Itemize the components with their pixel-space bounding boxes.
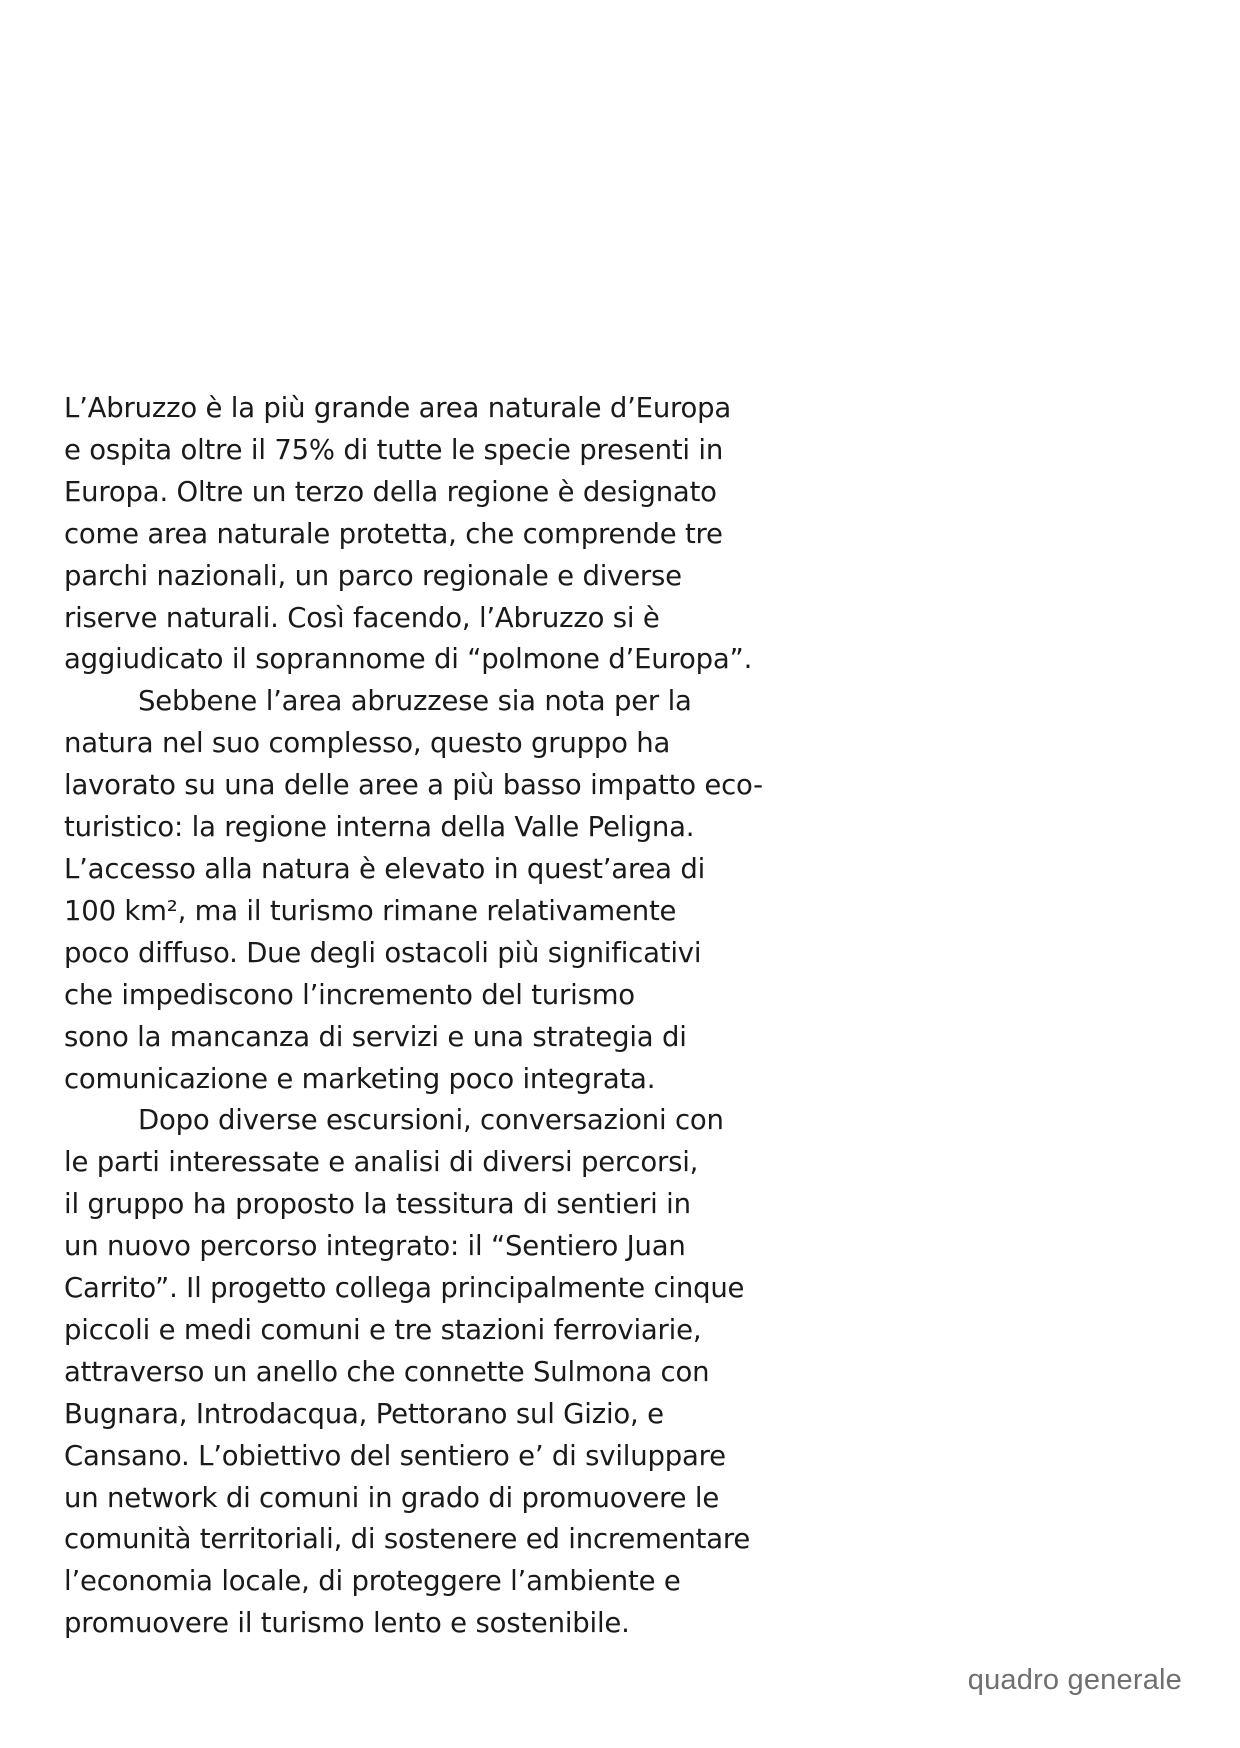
text-line: piccoli e medi comuni e tre stazioni ferroviarie, bbox=[64, 1313, 702, 1346]
text-line: Carrito”. Il progetto collega principalmente cinque bbox=[64, 1272, 745, 1305]
text-line: Bugnara, Introdacqua, Pettorano sul Gizio, e bbox=[64, 1397, 664, 1430]
text-line: lavorato su una delle aree a più basso impatto eco- bbox=[64, 769, 763, 802]
text-line: Sebbene l’area abruzzese sia nota per la bbox=[138, 685, 692, 718]
paragraph bbox=[64, 388, 824, 681]
text-line: comunicazione e marketing poco integrata. bbox=[64, 1062, 656, 1095]
text-line: poco diffuso. Due degli ostacoli più significativi bbox=[64, 936, 702, 969]
text-line: attraverso un anello che connette Sulmona con bbox=[64, 1355, 710, 1388]
text-line: un nuovo percorso integrato: il “Sentiero Juan bbox=[64, 1230, 686, 1263]
text-line: il gruppo ha proposto la tessitura di sentieri in bbox=[64, 1188, 691, 1221]
body-text bbox=[64, 388, 824, 1645]
text-line: natura nel suo complesso, questo gruppo ha bbox=[64, 727, 671, 760]
text-line: 100 km², ma il turismo rimane relativamente bbox=[64, 894, 677, 927]
text-line: che impediscono l’incremento del turismo bbox=[64, 978, 635, 1011]
text-line: riserve naturali. Così facendo, l’Abruzzo si è bbox=[64, 601, 660, 634]
section-footer-label: quadro generale bbox=[967, 1664, 1182, 1696]
text-line: sono la mancanza di servizi e una strategia di bbox=[64, 1020, 687, 1053]
text-line: un network di comuni in grado di promuovere le bbox=[64, 1481, 720, 1514]
text-line: promuovere il turismo lento e sostenibile. bbox=[64, 1607, 630, 1640]
text-line: turistico: la regione interna della Valle Peligna. bbox=[64, 811, 695, 844]
text-line: aggiudicato il soprannome di “polmone d’Europa”. bbox=[64, 643, 753, 676]
paragraph bbox=[64, 681, 824, 1100]
text-line: Europa. Oltre un terzo della regione è designato bbox=[64, 475, 717, 508]
text-line: l’economia locale, di proteggere l’ambiente e bbox=[64, 1565, 681, 1598]
text-line: e ospita oltre il 75% di tutte le specie presenti in bbox=[64, 433, 724, 466]
text-line: comunità territoriali, di sostenere ed incrementare bbox=[64, 1523, 751, 1556]
text-line: L’Abruzzo è la più grande area naturale d’Europa bbox=[64, 392, 732, 424]
text-line: L’accesso alla natura è elevato in quest’area di bbox=[64, 852, 706, 885]
text-line: come area naturale protetta, che comprende tre bbox=[64, 517, 723, 550]
text-line: Dopo diverse escursioni, conversazioni con bbox=[138, 1104, 724, 1137]
text-line: le parti interessate e analisi di diversi percorsi, bbox=[64, 1146, 699, 1179]
text-line: Cansano. L’obiettivo del sentiero e’ di sviluppare bbox=[64, 1439, 726, 1472]
paragraph bbox=[64, 1100, 824, 1645]
text-line: parchi nazionali, un parco regionale e diverse bbox=[64, 559, 682, 592]
